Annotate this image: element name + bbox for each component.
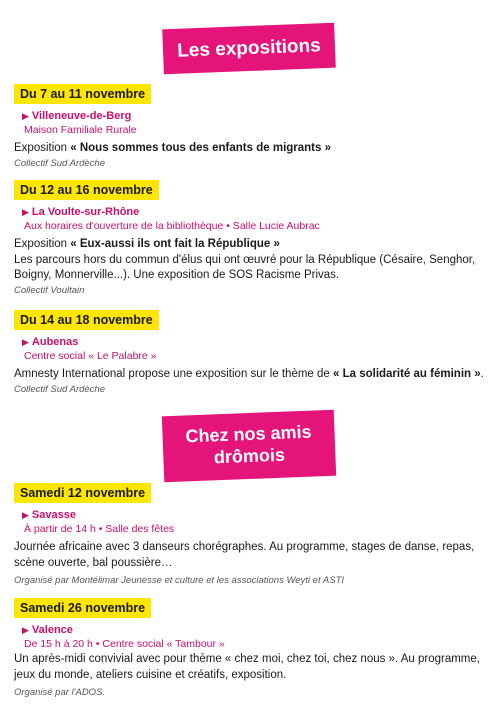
event-description: Un après-midi convivial avec pour thème « chez moi, chez toi, chez nous ». Au programme, jeux du monde, ateliers cuisine et créatifs, exposition. bbox=[14, 653, 480, 681]
event-credit: Collectif Sud Ardèche bbox=[14, 383, 106, 395]
event-location bbox=[22, 508, 490, 522]
event-description: Journée africaine avec 3 danseurs chorégraphes. Au programme, stages de danse, repas, scène ouverte, bal poussière… bbox=[14, 541, 475, 569]
event-venue: Centre social « Le Palabre » bbox=[24, 350, 157, 362]
event-description: Exposition « Eux-aussi ils ont fait la République » Les parcours hors du commun d'élus qui ont œuvré pour la République (Césaire, Senghor, Boigny, Monnerville...). Une exposition de SOS Racisme Privas. bbox=[14, 238, 476, 281]
event-venue: De 15 h à 20 h • Centre social « Tambour » bbox=[24, 638, 225, 650]
event-date: Samedi 26 novembre bbox=[14, 598, 151, 618]
event-venue: Maison Familiale Rurale bbox=[24, 124, 137, 136]
event-place: La Voulte-sur-Rhône bbox=[31, 206, 140, 218]
event-location bbox=[22, 623, 490, 637]
section-title-expositions: Les expositions bbox=[162, 23, 336, 75]
event-place: Valence bbox=[31, 624, 73, 636]
event-venue: À partir de 14 h • Salle des fêtes bbox=[24, 523, 175, 535]
event-description: Exposition « Nous sommes tous des enfants de migrants » bbox=[14, 142, 332, 154]
event-date: Du 7 au 11 novembre bbox=[14, 84, 151, 104]
event-place: Savasse bbox=[31, 509, 76, 521]
triangle-right-icon: ▶ bbox=[22, 111, 29, 121]
event-credit: Organisé par l'ADOS. bbox=[14, 687, 106, 698]
event-credit: Collectif Voultain bbox=[14, 284, 85, 296]
event-location bbox=[22, 205, 490, 219]
section-title-line: drômois bbox=[213, 444, 286, 468]
event-description: Amnesty International propose une exposition sur le thème de « La solidarité au féminin ». bbox=[14, 368, 484, 380]
triangle-right-icon: ▶ bbox=[22, 625, 29, 635]
event-place: Villeneuve-de-Berg bbox=[31, 110, 132, 122]
triangle-right-icon: ▶ bbox=[22, 510, 29, 520]
event-block bbox=[14, 310, 490, 396]
event-location bbox=[22, 335, 490, 349]
event-credit: Collectif Sud Ardèche bbox=[14, 157, 106, 169]
section-title-drome bbox=[162, 410, 336, 483]
triangle-right-icon: ▶ bbox=[22, 337, 29, 347]
section-title-line: Chez nos amis bbox=[185, 421, 312, 447]
event-location bbox=[22, 109, 490, 123]
event-block bbox=[14, 180, 490, 297]
event-place: Aubenas bbox=[31, 336, 79, 348]
event-block bbox=[14, 483, 490, 587]
event-date: Du 12 au 16 novembre bbox=[14, 180, 159, 200]
event-block bbox=[14, 598, 490, 699]
event-credit: Organisé par Montélimar Jeunesse et culture et les associations Weyti et ASTI bbox=[14, 575, 345, 586]
triangle-right-icon: ▶ bbox=[22, 207, 29, 217]
event-venue: Aux horaires d'ouverture de la bibliothèque • Salle Lucie Aubrac bbox=[24, 220, 320, 232]
event-date: Du 14 au 18 novembre bbox=[14, 310, 159, 330]
event-date: Samedi 12 novembre bbox=[14, 483, 151, 503]
event-block bbox=[14, 84, 490, 170]
